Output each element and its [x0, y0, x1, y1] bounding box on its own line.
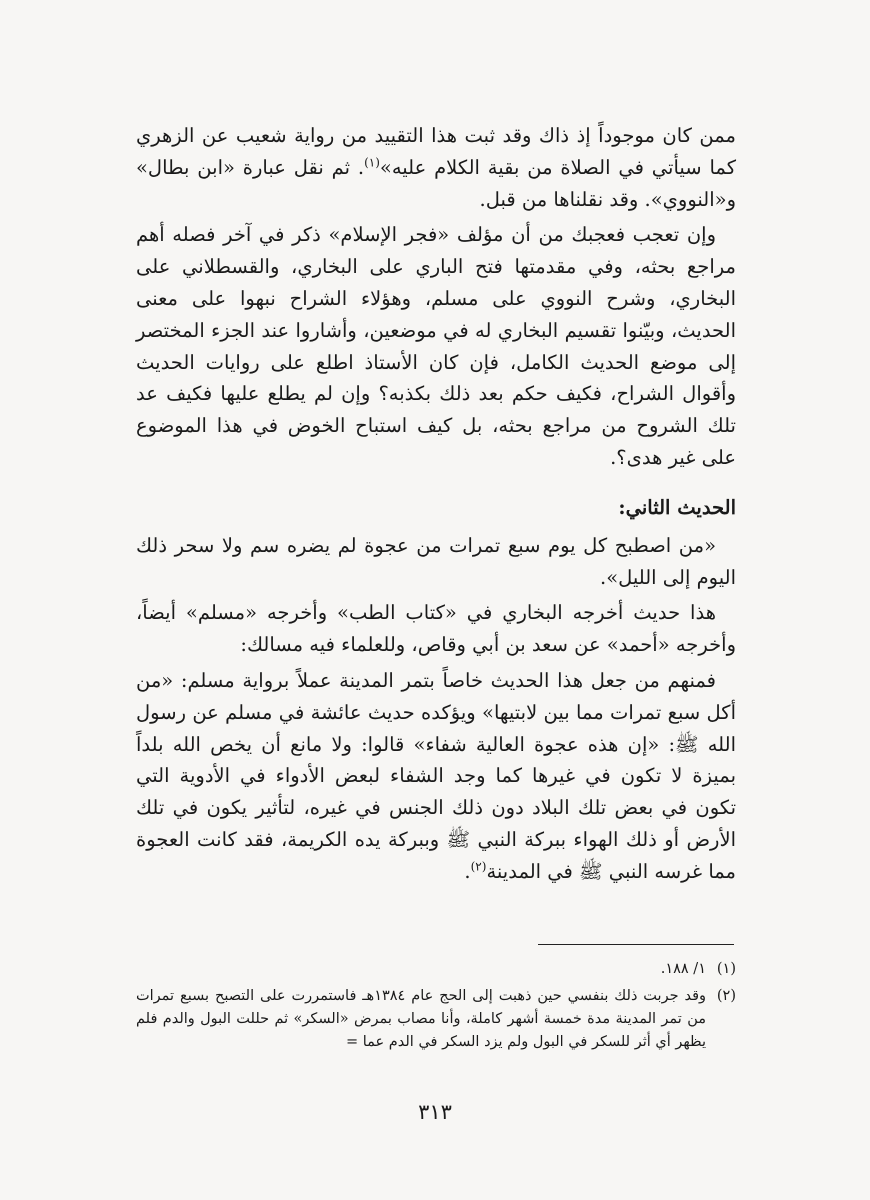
footnote-1-number: (١) [716, 961, 736, 977]
footnote-ref-1: (١) [364, 155, 380, 170]
paragraph-scholars-view-end: . [464, 859, 471, 883]
paragraph-1-text: ممن كان موجوداً إذ ذاك وقد ثبت هذا التقييد من رواية شعيب عن الزهري كما سيأتي في الصلاة من بقية الكلام عليه» [136, 124, 736, 179]
footnote-2 [136, 985, 736, 1054]
footnote-separator [538, 944, 734, 945]
footnote-ref-2: (٢) [470, 859, 487, 874]
main-text-block [136, 120, 736, 892]
footnote-2-number: (٢) [716, 988, 736, 1004]
paragraph-scholars-view [136, 665, 736, 888]
footnote-1 [136, 958, 736, 981]
footnote-2-text: وقد جربت ذلك بنفسي حين ذهبت إلى الحج عام ١٣٨٤هـ فاستمررت على التصبح بسبع تمرات من تمر المدينة مدة خمسة أشهر كاملة، وأنا مصاب بمرض «السكر» ثم حللت البول والدم فلم يظهر أي أثر للسكر في البول ولم يزد السكر في الدم عما = [136, 988, 707, 1050]
paragraph-hadith-sources: هذا حديث أخرجه البخاري في «كتاب الطب» وأخرجه «مسلم» أيضاً، وأخرجه «أحمد» عن سعد بن أبي وقاص، وللعلماء فيه مسالك: [136, 601, 736, 657]
section-heading: الحديث الثاني: [618, 495, 736, 519]
footnotes [136, 958, 736, 1058]
paragraph-scholars-view-text: فمنهم من جعل هذا الحديث خاصاً بتمر المدينة عملاً برواية مسلم: «من أكل سبع تمرات مما بين لابتيها» ويؤكده حديث عائشة في مسلم عن رسول الله ﷺ: «إن هذه عجوة العالية شفاء» قالوا: ولا مانع أن يخص الله بلداً بميزة لا تكون في غيرها كما وجد الشفاء لبعض الأدواء في الأدوية التي تكون في بعض تلك البلاد دون ذلك الجنس في غيره، لتأثير يكون في تلك الأرض أو ذلك الهواء ببركة النبي ﷺ وببركة يده الكريمة، فقد كانت العجوة مما غرسه النبي ﷺ في المدينة [136, 668, 736, 883]
footnote-1-text: ١/ ١٨٨. [660, 961, 706, 977]
page-number: ٣١٣ [418, 1100, 452, 1124]
paragraph-1-text-end: . ثم نقل عبارة «ابن بطال» و«النووي». وقد نقلناها من قبل. [136, 155, 736, 211]
paragraph-2: وإن تعجب فعجبك من أن مؤلف «فجر الإسلام» ذكر في آخر فصله أهم مراجع بحثه، وفي مقدمتها فتح الباري على البخاري، والقسطلاني على البخاري، وشرح النووي على مسلم، وهؤلاء الشراح نبهوا على معنى الحديث، وبيّنوا تقسيم البخاري له في موضعين، وأشاروا عند الجزء المختصر إلى موضع الحديث الكامل، فإن كان الأستاذ اطلع على روايات الحديث وأقوال الشراح، فكيف حكم بعد ذلك بكذبه؟ وإن لم يطلع عليها فكيف عد تلك الشروح من مراجع بحثه، بل كيف استباح الخوض في هذا الموضوع على غير هدى؟. [136, 223, 736, 469]
paragraph-hadith-text: «من اصطبح كل يوم سبع تمرات من عجوة لم يضره سم ولا سحر ذلك اليوم إلى الليل». [136, 533, 736, 589]
paragraph-1 [136, 120, 736, 215]
